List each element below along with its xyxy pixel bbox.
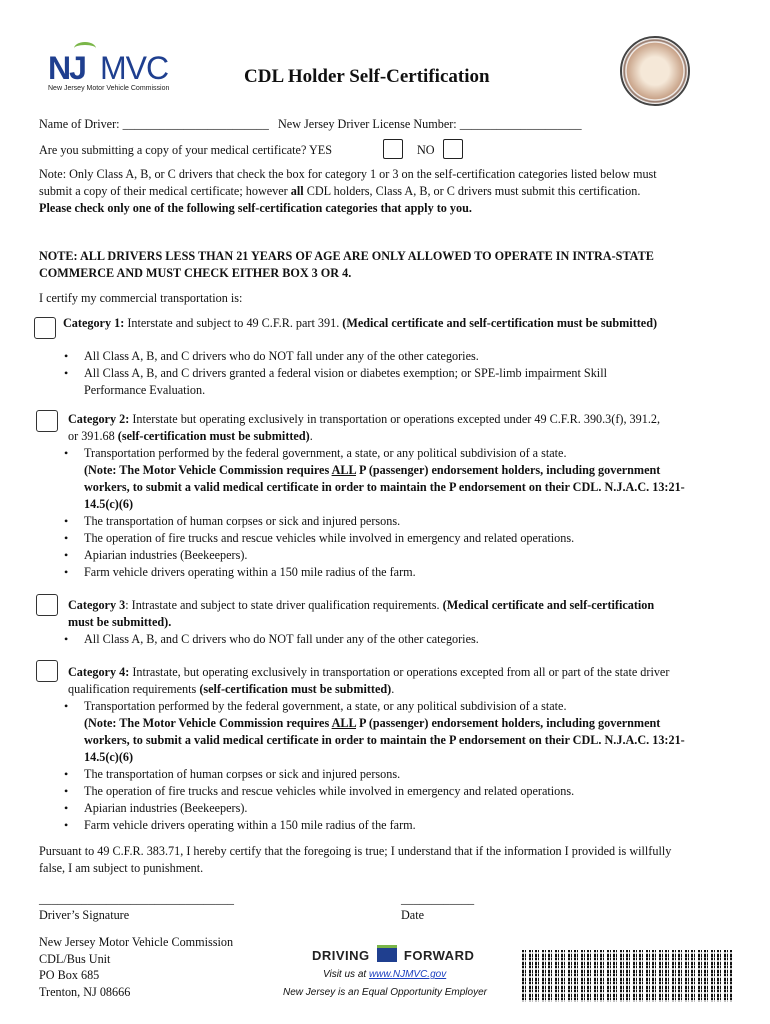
address-line: New Jersey Motor Vehicle Commission [39, 935, 234, 949]
category-2-bullet-1: Transportation performed by the federal government, a state, or any political subdivision of a state. [84, 446, 567, 460]
list-item: • Farm vehicle drivers operating within a 150 mile radius of the farm. [60, 817, 690, 834]
barcode-overlay [522, 950, 732, 1002]
category-1-requirement: (Medical certificate and self-certification must be submitted) [342, 316, 658, 330]
list-item: • The transportation of human corpses or sick and injured persons. [60, 766, 690, 783]
visit-line [323, 969, 446, 980]
date-line[interactable]: ____________ [401, 892, 475, 906]
category-4-end: . [391, 682, 395, 696]
category-3-label: Category 3 [68, 598, 126, 612]
category-3-requirement: (Medical certificate and self-certification must be submitted). [68, 598, 655, 629]
name-field[interactable]: ________________________ [122, 117, 269, 131]
category-3-text: : Intrastate and subject to state driver qualification requirements. [125, 598, 440, 612]
equal-opportunity: New Jersey is an Equal Opportunity Employer [283, 987, 487, 998]
no-label: NO [417, 143, 435, 157]
note-under-21: NOTE: ALL DRIVERS LESS THAN 21 YEARS OF AGE ARE ONLY ALLOWED TO OPERATE IN INTRA-STATE COMMERCE AND MUST CHECK EITHER BOX 3 OR 4. [39, 249, 654, 280]
no-checkbox[interactable] [443, 139, 463, 159]
license-label: New Jersey Driver License Number: [277, 117, 457, 131]
signature-label: Driver’s Signature [39, 908, 130, 922]
category-4-text: Intrastate, but operating exclusively in transportation or operations excepted from all or part of the state driver qualification requirements [68, 665, 670, 696]
page-title: CDL Holder Self-Certification [244, 66, 490, 87]
category-2 [68, 411, 668, 445]
category-3-checkbox[interactable] [36, 594, 58, 616]
njmvc-logo [44, 40, 179, 98]
signature-line[interactable]: ________________________________ [39, 892, 234, 906]
category-4-list [60, 698, 690, 834]
category-4-note-b: P (passenger) endorsement holders, including government workers, to submit a valid medical certificate in order to maintain the P endorsement on their CDL. N.J.A.C. 13:21-14.5(c)(6) [84, 716, 685, 764]
category-2-note-all: ALL [331, 463, 356, 477]
nj-state-icon [377, 945, 397, 962]
list-item: • Apiarian industries (Beekeepers). [60, 800, 690, 817]
list-item [60, 445, 690, 513]
category-4-requirement: (self-certification must be submitted) [199, 682, 392, 696]
yes-checkbox[interactable] [383, 139, 403, 159]
driver-info-row [39, 117, 582, 132]
category-4-note-all: ALL [331, 716, 356, 730]
list-item: • Farm vehicle drivers operating within a 150 mile radius of the farm. [60, 564, 690, 581]
list-item: • The operation of fire trucks and rescue vehicles while involved in emergency and related operations. [60, 783, 690, 800]
license-field[interactable]: ____________________ [459, 117, 582, 131]
list-item: • All Class A, B, and C drivers who do NOT fall under any of the other categories. [60, 631, 660, 648]
category-1 [63, 315, 683, 332]
yes-label: YES [308, 143, 332, 157]
driving-forward-logo [312, 945, 474, 963]
category-1-text: Interstate and subject to 49 C.F.R. part 391. [127, 316, 340, 330]
forward-text: FORWARD [403, 948, 475, 963]
state-seal-icon [620, 36, 690, 106]
note1-instruction: Please check only one of the following self-certification categories that apply to you. [39, 201, 472, 215]
category-4-note-a: (Note: The Motor Vehicle Commission requires [84, 716, 330, 730]
logo-subtitle: New Jersey Motor Vehicle Commission [48, 85, 170, 92]
category-4-checkbox[interactable] [36, 660, 58, 682]
category-2-text: Interstate but operating exclusively in transportation or operations excepted under 49 C.F.R. 390.3(f), 391.2, or 391.68 [68, 412, 661, 443]
category-2-checkbox[interactable] [36, 410, 58, 432]
category-2-requirement: (self-certification must be submitted) [117, 429, 310, 443]
note1-bold: all [290, 184, 304, 198]
address-line: CDL/Bus Unit [39, 951, 111, 966]
driving-text: DRIVING [312, 948, 370, 963]
category-4-label: Category 4: [68, 665, 130, 679]
category-3-list [60, 631, 660, 648]
medical-question-text: Are you submitting a copy of your medical certificate? [39, 143, 307, 157]
category-2-note-b: P (passenger) endorsement holders, including government workers, to submit a valid medical certificate in order to maintain the P endorsement on their CDL. N.J.A.C. 13:21-14.5(c)(6) [84, 463, 685, 511]
medical-question [39, 143, 332, 158]
list-item: • The operation of fire trucks and rescue vehicles while involved in emergency and related operations. [60, 530, 690, 547]
list-item: • Apiarian industries (Beekeepers). [60, 547, 690, 564]
certify-intro: I certify my commercial transportation is: [39, 291, 243, 305]
category-2-note-a: (Note: The Motor Vehicle Commission requires [84, 463, 330, 477]
date-label: Date [401, 908, 425, 922]
visit-prefix: Visit us at [323, 969, 367, 980]
category-2-end: . [309, 429, 313, 443]
address-line: Trenton, NJ 08666 [39, 984, 131, 999]
category-2-label: Category 2: [68, 412, 130, 426]
logo-mvc: MVC [100, 50, 169, 86]
category-2-list [60, 445, 690, 581]
note-medical-certificate [39, 166, 679, 217]
category-1-list [60, 348, 660, 399]
mailing-address [39, 934, 233, 1000]
category-1-checkbox[interactable] [34, 317, 56, 339]
note1-text: Note: Only Class A, B, or C drivers that check the box for category 1 or 3 on the self-certification categories listed below must submit a copy of their medical certificate; however [39, 167, 657, 198]
logo-nj: NJ [48, 50, 85, 86]
category-3 [68, 597, 678, 631]
address-line: PO Box 685 [39, 968, 100, 982]
category-4-bullet-1: Transportation performed by the federal government, a state, or any political subdivision of a state. [84, 699, 567, 713]
category-1-label: Category 1: [63, 316, 125, 330]
list-item: • All Class A, B, and C drivers who do NOT fall under any of the other categories. [60, 348, 660, 365]
list-item: • The transportation of human corpses or sick and injured persons. [60, 513, 690, 530]
name-label: Name of Driver: [39, 117, 120, 131]
website-link[interactable]: www.NJMVC.gov [368, 969, 447, 980]
list-item: • All Class A, B, and C drivers granted a federal vision or diabetes exemption; or SPE-limb impairment Skill Performance Evaluation. [60, 365, 660, 399]
list-item [60, 698, 690, 766]
note1-end: CDL holders, Class A, B, or C drivers must submit this certification. [306, 184, 641, 198]
attestation: Pursuant to 49 C.F.R. 383.71, I hereby certify that the foregoing is true; I understand that if the information I provided is willfully false, I am subject to punishment. [39, 844, 672, 875]
category-4 [68, 664, 678, 698]
